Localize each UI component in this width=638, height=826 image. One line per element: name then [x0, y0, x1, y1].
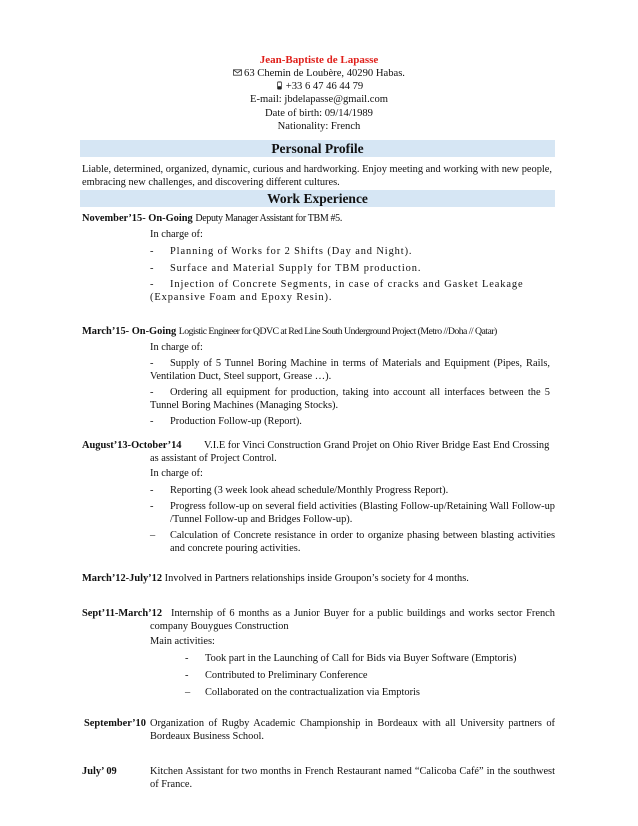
experience-entry — [82, 213, 552, 226]
list-bullet: - — [150, 501, 154, 512]
address-line — [0, 67, 638, 80]
experience-entry — [82, 326, 562, 339]
experience-entry — [82, 573, 552, 586]
email-line: E-mail: jbdelapasse@gmail.com — [249, 94, 389, 106]
list-item-text: Injection of Concrete Segments, in case of cracks and Gasket Leakage — [170, 279, 524, 290]
entry-intro: In charge of: — [150, 229, 203, 240]
list-item-text: Took part in the Launching of Call for Bids via Buyer Software (Emptoris) — [205, 653, 517, 664]
entry-role-text: Organization of Rugby Academic Championship in Bordeaux with all University partners of Bordeaux Business School. — [150, 718, 555, 742]
entry-date: September’10 — [84, 718, 146, 729]
list-item-text: Surface and Material Supply for TBM production. — [170, 263, 422, 274]
entry-role — [150, 718, 555, 743]
list-item-continuation: (Expansive Foam and Epoxy Resin). — [150, 292, 333, 303]
list-bullet: - — [150, 246, 155, 257]
phone-line — [0, 80, 638, 93]
dob-line: Date of birth: 09/14/1989 — [265, 107, 373, 119]
list-bullet: - — [150, 358, 154, 369]
entry-role: Internship of 6 months as a Junior Buyer for a public buildings and works sector French company Bouygues Construction — [150, 608, 555, 632]
list-item-text: Contributed to Preliminary Conference — [205, 670, 368, 681]
candidate-name: Jean-Baptiste de Lapasse — [259, 54, 379, 66]
contact-header — [0, 54, 638, 133]
list-item-text: Progress follow-up on several field activities (Blasting Follow-up/Retaining Wall Follow-up /Tunnel Follow-up and Bridges Follow-up). — [170, 501, 555, 525]
list-bullet: - — [185, 670, 189, 681]
list-bullet: - — [150, 485, 154, 496]
list-item-text: Ordering all equipment for production, taking into account all interfaces between the 5 Tunnel Boring Machines (Managing Stocks). — [150, 387, 550, 411]
entry-role: V.I.E for Vinci Construction Grand Projet on Ohio River Bridge East End Crossing as assistant of Project Control. — [150, 440, 550, 464]
list-bullet: - — [150, 263, 155, 274]
list-item-text: Planning of Works for 2 Shifts (Day and Night). — [170, 246, 413, 257]
entry-role: Deputy Manager Assistant for TBM #5. — [195, 213, 342, 224]
entry-date: July’ 09 — [82, 766, 117, 777]
list-item-text: Calculation of Concrete resistance in order to organize phasing between blasting activities and concrete pouring activities. — [170, 530, 555, 554]
list-bullet: – — [150, 530, 156, 541]
list-bullet: - — [185, 653, 189, 664]
list-bullet: - — [150, 416, 154, 427]
entry-role: Involved in Partners relationships inside Groupon’s society for 4 months. — [164, 573, 469, 584]
list-item — [150, 358, 555, 384]
phone-icon — [275, 81, 284, 90]
profile-text: Liable, determined, organized, dynamic, curious and hardworking. Enjoy meeting and working with new people, embracing new challenges, and discovering different cultures. — [82, 164, 552, 188]
list-item-text: Collaborated on the contractualization via Emptoris — [205, 687, 420, 698]
entry-date: Sept’11-March’12 — [82, 608, 163, 619]
list-bullet: – — [185, 687, 191, 698]
list-item — [150, 387, 555, 413]
nationality-line: Nationality: French — [277, 120, 361, 132]
entry-role: Kitchen Assistant for two months in French Restaurant named “Calicoba Café” in the southwest of France. — [150, 766, 555, 790]
list-item-text: Reporting (3 week look ahead schedule/Monthly Progress Report). — [170, 485, 449, 496]
list-item-text: Production Follow-up (Report). — [170, 416, 302, 427]
section-title-profile: Personal Profile — [80, 140, 555, 157]
entry-intro: In charge of: — [150, 468, 203, 479]
entry-date: November’15- On-Going — [82, 213, 193, 224]
list-bullet: - — [150, 387, 154, 398]
envelope-icon — [233, 68, 242, 77]
address-text: 63 Chemin de Loubère, 40290 Habas. — [244, 68, 405, 79]
phone-text: +33 6 47 46 44 79 — [285, 81, 364, 93]
section-title-experience: Work Experience — [80, 190, 555, 207]
entry-date: August’13-October’14 — [82, 440, 182, 451]
entry-role: Logistic Engineer for QDVC at Red Line South Underground Project (Metro //Doha // Qatar) — [178, 326, 497, 337]
list-bullet: - — [150, 279, 155, 290]
entry-intro: In charge of: — [150, 342, 203, 353]
list-item-text: Supply of 5 Tunnel Boring Machine in terms of Materials and Equipment (Pipes, Rails, Ventilation Duct, Steel support, Grease …). — [150, 358, 550, 382]
entry-date: March’12-July’12 — [82, 573, 163, 584]
entry-date: March’15- On-Going — [82, 326, 177, 337]
entry-intro: Main activities: — [150, 636, 215, 647]
